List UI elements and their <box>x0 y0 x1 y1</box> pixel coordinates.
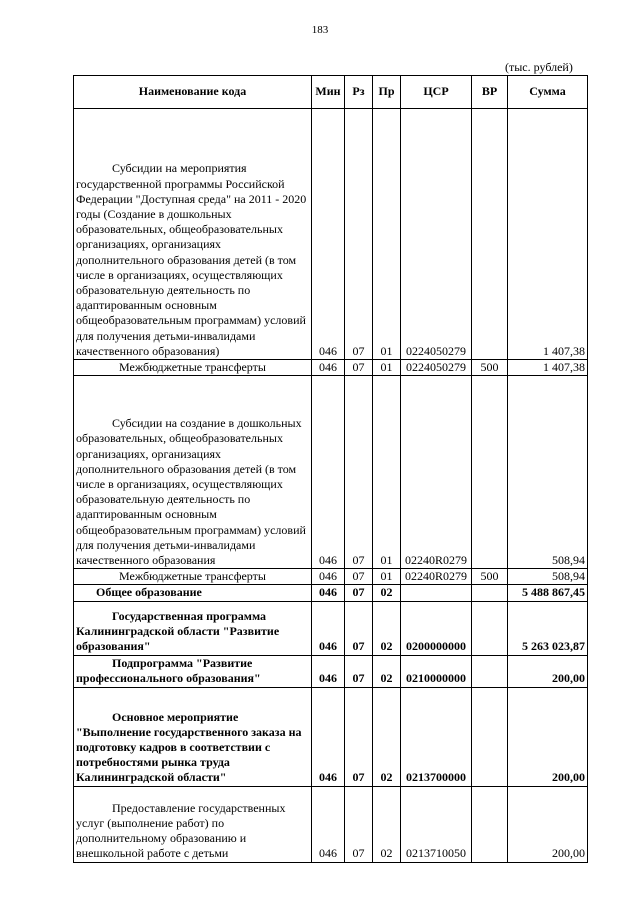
header-vr: ВР <box>472 76 508 109</box>
row-rz: 07 <box>345 786 373 862</box>
row-min: 046 <box>312 687 345 786</box>
row-csr: 02240R0279 <box>401 376 472 569</box>
table-row <box>74 109 588 360</box>
header-pr: Пр <box>373 76 401 109</box>
table-row <box>74 360 588 376</box>
table-row <box>74 655 588 687</box>
row-min: 046 <box>312 655 345 687</box>
row-rz: 07 <box>345 376 373 569</box>
header-sum: Сумма <box>508 76 588 109</box>
row-vr: 500 <box>472 360 508 376</box>
row-csr: 02240R0279 <box>401 569 472 585</box>
row-name: Субсидии на создание в дошкольных образовательных, общеобразовательных организациях, организациях дополнительного образования детей (в том числе в организациях, осуществляющих образовательную деятельность по адаптированным основным общеобразовательным программам) условий для получения детьми-инвалидами качественного образования <box>74 376 312 569</box>
row-pr: 02 <box>373 655 401 687</box>
row-min: 046 <box>312 109 345 360</box>
row-name: Межбюджетные трансферты <box>74 569 312 585</box>
table-row <box>74 687 588 786</box>
row-min: 046 <box>312 585 345 601</box>
row-rz: 07 <box>345 569 373 585</box>
row-vr <box>472 109 508 360</box>
row-sum: 508,94 <box>508 569 588 585</box>
row-min: 046 <box>312 376 345 569</box>
row-csr: 0224050279 <box>401 360 472 376</box>
row-name: Субсидии на мероприятия государственной программы Российской Федерации "Доступная среда" на 2011 - 2020 годы (Создание в дошкольных образовательных, общеобразовательных организациях, организациях дополнительного образования детей (в том числе в организациях, осуществляющих образовательную деятельность по адаптированным основным общеобразовательным программам) условий для получения детьми-инвалидами качественного образования) <box>74 109 312 360</box>
row-vr <box>472 655 508 687</box>
row-pr: 02 <box>373 687 401 786</box>
row-vr <box>472 585 508 601</box>
row-pr: 01 <box>373 109 401 360</box>
row-name: Основное мероприятие "Выполнение государственного заказа на подготовку кадров в соответствии с потребностями рынка труда Калининградской области" <box>74 687 312 786</box>
row-sum: 200,00 <box>508 687 588 786</box>
table-row <box>74 786 588 862</box>
row-pr: 01 <box>373 569 401 585</box>
row-pr: 02 <box>373 585 401 601</box>
row-min: 046 <box>312 569 345 585</box>
row-vr <box>472 376 508 569</box>
row-sum: 200,00 <box>508 655 588 687</box>
row-csr: 0213710050 <box>401 786 472 862</box>
row-rz: 07 <box>345 601 373 655</box>
row-csr: 0213700000 <box>401 687 472 786</box>
row-pr: 02 <box>373 601 401 655</box>
table-row <box>74 601 588 655</box>
header-name: Наименование кода <box>74 76 312 109</box>
row-csr <box>401 585 472 601</box>
units-label: (тыс. рублей) <box>505 60 573 74</box>
row-sum: 5 488 867,45 <box>508 585 588 601</box>
row-name: Государственная программа Калининградской области "Развитие образования" <box>74 601 312 655</box>
row-rz: 07 <box>345 655 373 687</box>
row-rz: 07 <box>345 360 373 376</box>
row-rz: 07 <box>345 687 373 786</box>
row-name: Предоставление государственных услуг (выполнение работ) по дополнительному образованию и внешкольной работе с детьми <box>74 786 312 862</box>
header-row <box>74 76 588 109</box>
row-min: 046 <box>312 360 345 376</box>
header-rz: Рз <box>345 76 373 109</box>
row-csr: 0210000000 <box>401 655 472 687</box>
row-csr: 0224050279 <box>401 109 472 360</box>
header-min: Мин <box>312 76 345 109</box>
row-rz: 07 <box>345 109 373 360</box>
row-rz: 07 <box>345 585 373 601</box>
row-min: 046 <box>312 601 345 655</box>
header-csr: ЦСР <box>401 76 472 109</box>
table-row <box>74 376 588 569</box>
row-name: Межбюджетные трансферты <box>74 360 312 376</box>
row-min: 046 <box>312 786 345 862</box>
row-pr: 01 <box>373 360 401 376</box>
row-vr <box>472 687 508 786</box>
budget-table <box>73 75 588 863</box>
row-name: Подпрограмма "Развитие профессионального образования" <box>74 655 312 687</box>
row-csr: 0200000000 <box>401 601 472 655</box>
page-number: 183 <box>311 24 329 36</box>
row-vr <box>472 601 508 655</box>
table-row <box>74 585 588 601</box>
row-vr <box>472 786 508 862</box>
row-sum: 200,00 <box>508 786 588 862</box>
row-pr: 02 <box>373 786 401 862</box>
row-sum: 1 407,38 <box>508 109 588 360</box>
row-vr: 500 <box>472 569 508 585</box>
table-row <box>74 569 588 585</box>
row-sum: 5 263 023,87 <box>508 601 588 655</box>
row-pr: 01 <box>373 376 401 569</box>
row-name: Общее образование <box>74 585 312 601</box>
row-sum: 508,94 <box>508 376 588 569</box>
row-sum: 1 407,38 <box>508 360 588 376</box>
